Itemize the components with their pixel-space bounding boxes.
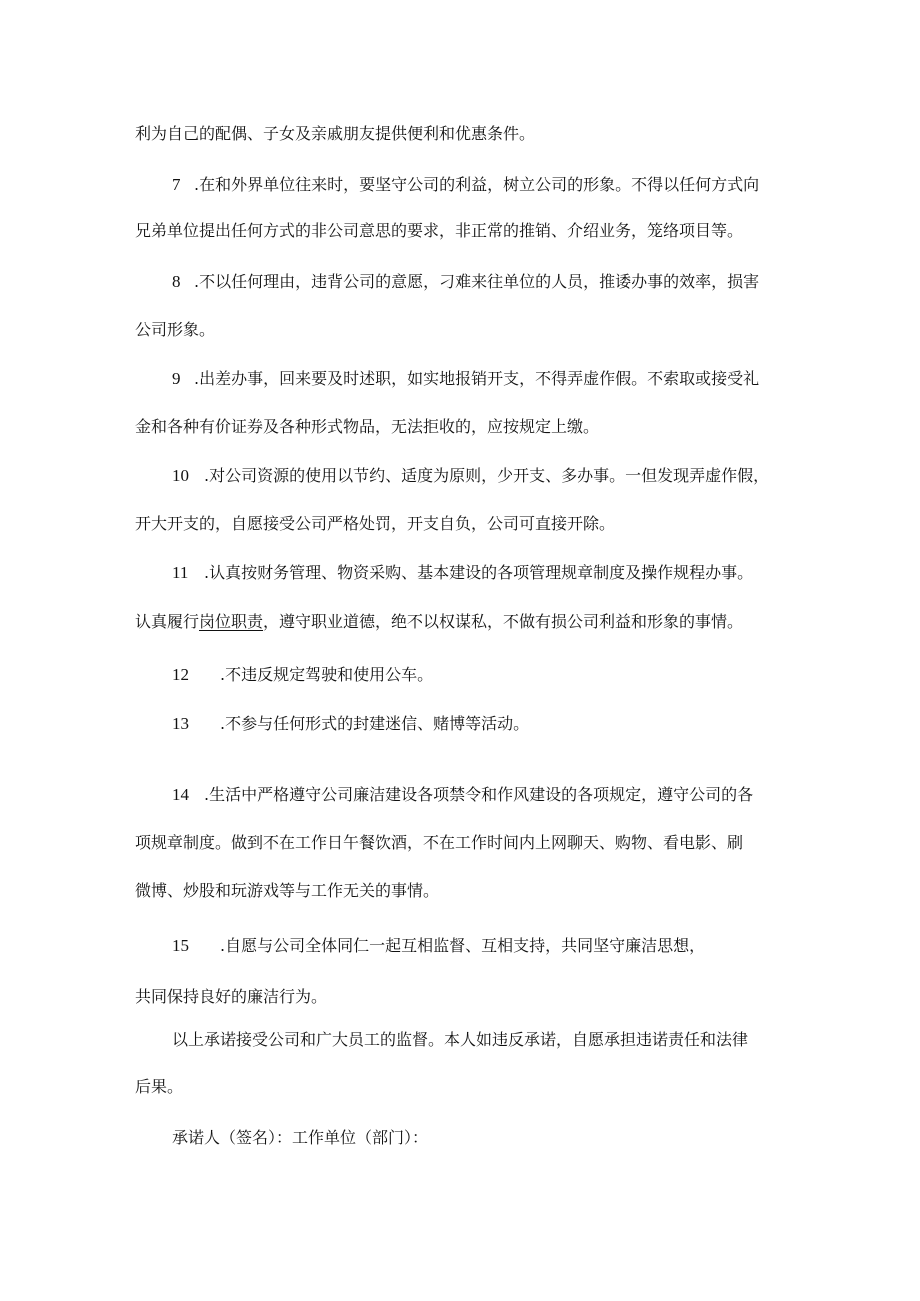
- item-9-line-1: [172, 369, 759, 389]
- item-15-line-2: 共同保持良好的廉洁行为。: [135, 987, 328, 1006]
- item-text: .出差办事，回来要及时述职，如实地报销开支，不得弄虚作假。不索取或接受礼: [194, 369, 760, 388]
- item-text: .不违反规定驾驶和使用公车。: [220, 665, 434, 684]
- item-7-line-1: [172, 175, 759, 195]
- item-number: 7: [172, 175, 181, 194]
- item-number: 12: [172, 665, 189, 684]
- item-14-line-3: 微博、炒股和玩游戏等与工作无关的事情。: [135, 881, 440, 900]
- item-10-line-1: [172, 466, 769, 486]
- item-number: 15: [172, 936, 189, 955]
- item-12-line-1: [172, 665, 433, 685]
- item-number: 13: [172, 714, 189, 733]
- item-text: .自愿与公司全体同仁一起互相监督、互相支持，共同坚守廉洁思想，: [220, 936, 706, 955]
- item-10-line-2: 开大开支的，自愿接受公司严格处罚，开支自负，公司可直接开除。: [135, 514, 616, 533]
- item-text: .不以任何理由，违背公司的意愿，刁难来往单位的人员，推诿办事的效率，损害: [194, 272, 760, 291]
- item-11-line-2: [135, 612, 743, 632]
- item-11-line-1: [172, 563, 753, 583]
- item-8-line-1: [172, 272, 759, 292]
- closing-line-1: 以上承诺接受公司和广大员工的监督。本人如违反承诺，自愿承担违诺责任和法律: [172, 1030, 749, 1049]
- item-14-line-1: [172, 785, 753, 805]
- item-13-line-1: [172, 714, 529, 734]
- item-15-line-1: [172, 936, 705, 956]
- signature-line: 承诺人（签名）：工作单位（部门）：: [172, 1128, 429, 1147]
- item-text: .在和外界单位往来时，要坚守公司的利益，树立公司的形象。不得以任何方式向: [194, 175, 760, 194]
- item-text: .对公司资源的使用以节约、适度为原则，少开支、多办事。一但发现弄虚作假，: [204, 466, 770, 485]
- item-number: 8: [172, 272, 181, 291]
- item-number: 14: [172, 785, 189, 804]
- job-duty-link[interactable]: 岗位职责: [199, 612, 264, 631]
- intro-continuation: 利为自己的配偶、子女及亲戚朋友提供便利和优惠条件。: [135, 124, 536, 143]
- item-text: .认真按财务管理、物资采购、基本建设的各项管理规章制度及操作规程办事。: [204, 563, 754, 582]
- item-number: 10: [172, 466, 189, 485]
- item-9-line-2: 金和各种有价证券及各种形式物品，无法拒收的，应按规定上缴。: [135, 417, 600, 436]
- item-number: 11: [172, 563, 189, 582]
- item-text: .不参与任何形式的封建迷信、赌博等活动。: [220, 714, 530, 733]
- closing-line-2: 后果。: [135, 1077, 184, 1096]
- item-7-line-2: 兄弟单位提出任何方式的非公司意思的要求，非正常的推销、介绍业务，笼络项目等。: [135, 221, 744, 240]
- item-8-line-2: 公司形象。: [135, 320, 216, 339]
- item-text: 认真履行: [135, 612, 200, 631]
- item-text: .生活中严格遵守公司廉洁建设各项禁令和作风建设的各项规定，遵守公司的各: [204, 785, 754, 804]
- item-number: 9: [172, 369, 181, 388]
- item-14-line-2: 项规章制度。做到不在工作日午餐饮酒，不在工作时间内上网聊天、购物、看电影、刷: [135, 833, 744, 852]
- item-text: ，遵守职业道德，绝不以权谋私，不做有损公司利益和形象的事情。: [263, 612, 744, 631]
